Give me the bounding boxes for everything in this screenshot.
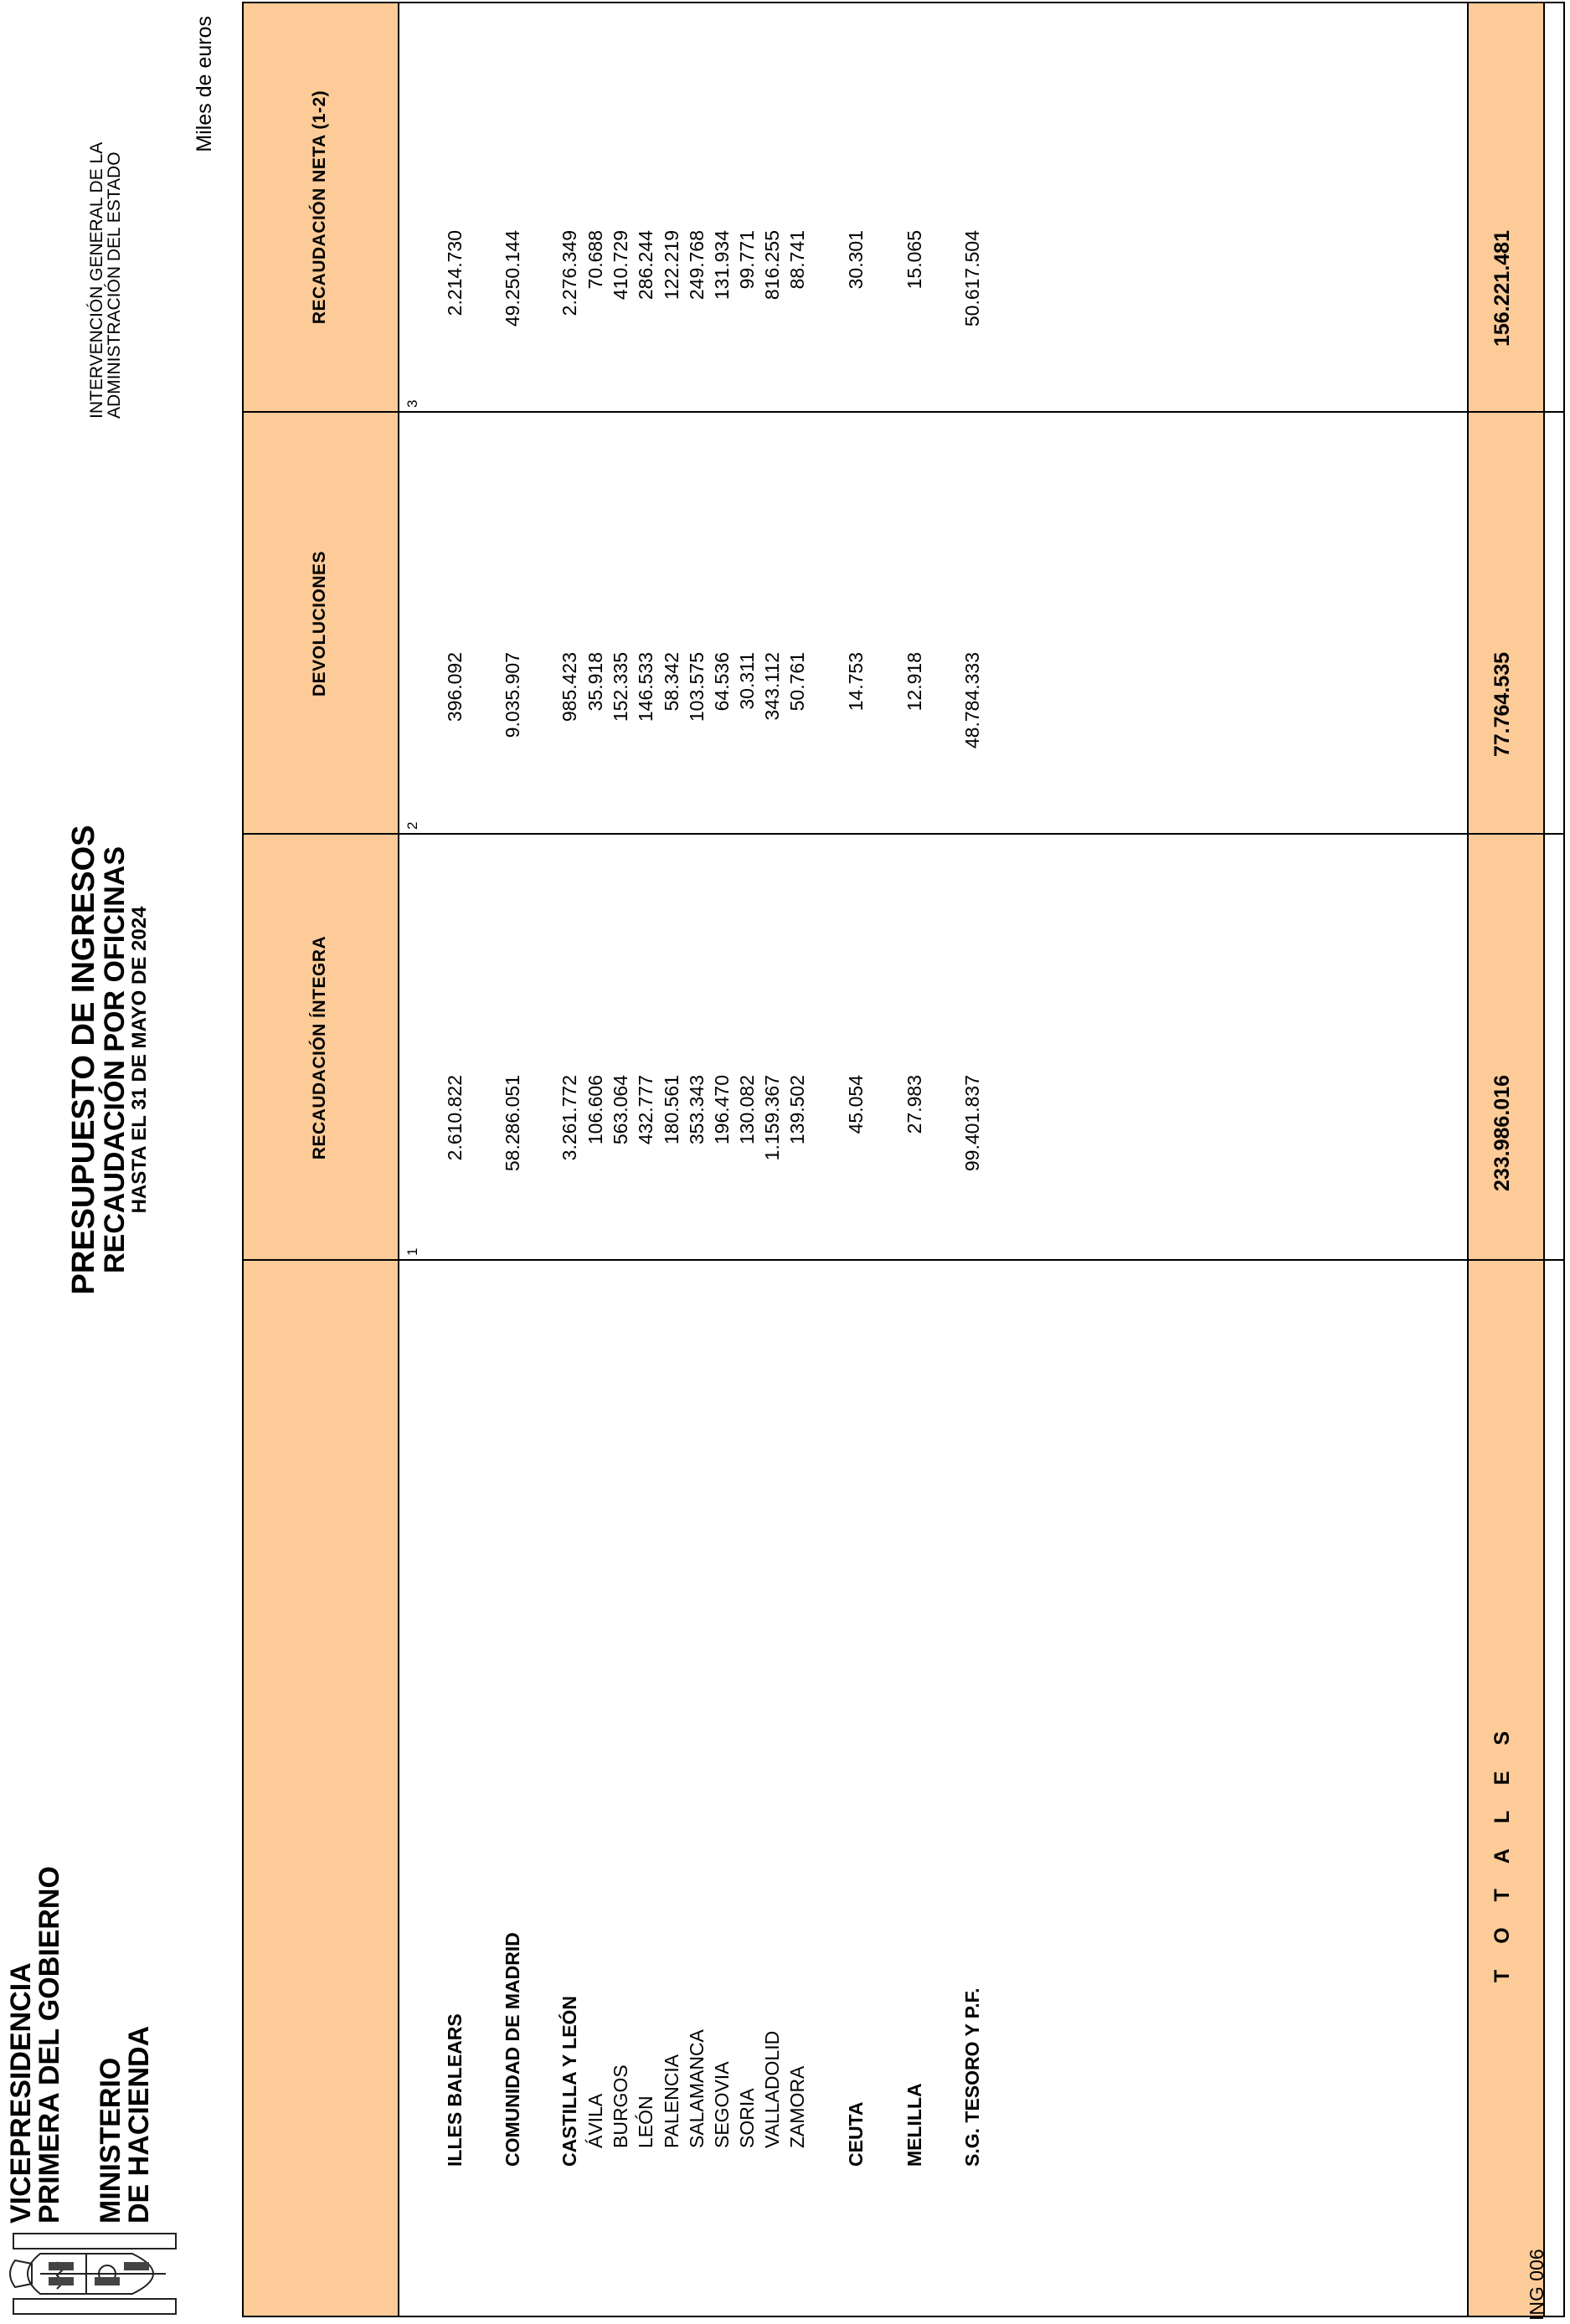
table-cell-gross: 2.610.822 — [444, 1075, 466, 1161]
col-header-refunds: DEVOLUCIONES — [310, 550, 329, 697]
igae-header — [88, 142, 123, 419]
table-row-label: S.G. TESORO Y P.F. — [961, 1987, 983, 2167]
table-row-label: ZAMORA — [786, 2065, 808, 2148]
table-cell-refunds: 152.335 — [610, 652, 631, 722]
totals-gross: 233.986.016 — [1490, 1075, 1514, 1192]
table-cell-net: 410.729 — [610, 230, 631, 301]
col-number-3: 3 — [404, 399, 420, 408]
report-title — [67, 742, 151, 1378]
ministry-line-1: MINISTERIO — [95, 2057, 126, 2224]
org-line-2: PRIMERA DEL GOBIERNO — [33, 1866, 65, 2224]
table-cell-refunds: 9.035.907 — [502, 652, 523, 738]
table-cell-net: 816.255 — [761, 230, 783, 301]
table-row-label: COMUNIDAD DE MADRID — [502, 1932, 523, 2167]
table-cell-gross: 1.159.367 — [761, 1075, 783, 1161]
col-header-net: RECAUDACIÓN NETA (1-2) — [310, 90, 329, 325]
table-cell-gross: 180.561 — [661, 1075, 682, 1145]
table-cell-gross: 3.261.772 — [559, 1075, 580, 1161]
table-cell-refunds: 35.918 — [584, 652, 606, 712]
form-code: ING 006 — [1526, 2249, 1547, 2321]
totals-refunds: 77.764.535 — [1490, 652, 1514, 758]
revenue-table — [242, 2, 1565, 2317]
table-cell-refunds: 146.533 — [635, 652, 656, 722]
table-cell-refunds: 50.761 — [786, 652, 808, 712]
table-cell-net: 249.768 — [686, 230, 708, 301]
table-row-label: PALENCIA — [661, 2054, 682, 2148]
table-row-label: SORIA — [736, 2088, 758, 2148]
title-line-2: RECAUDACIÓN POR OFICINAS — [99, 846, 131, 1274]
igae-line-1: INTERVENCIÓN GENERAL DE LA — [87, 141, 106, 419]
table-cell-net: 99.771 — [736, 230, 758, 290]
table-row-label: SALAMANCA — [686, 2029, 708, 2148]
table-cell-refunds: 14.753 — [845, 652, 867, 712]
table-row-label: VALLADOLID — [761, 2030, 783, 2148]
col-header-gross: RECAUDACIÓN ÍNTEGRA — [310, 935, 329, 1160]
table-cell-net: 131.934 — [711, 230, 733, 301]
table-cell-refunds: 396.092 — [444, 652, 466, 722]
units-label: Miles de euros — [193, 16, 216, 152]
table-row-label: MELILLA — [903, 2083, 925, 2167]
table-cell-net: 49.250.144 — [502, 230, 523, 327]
table-cell-gross: 563.064 — [610, 1075, 631, 1145]
table-cell-net: 88.741 — [786, 230, 808, 290]
org-line-1: VICEPRESIDENCIA — [5, 1962, 37, 2224]
title-line-3: HASTA EL 31 DE MAYO DE 2024 — [128, 906, 151, 1214]
table-row-label: SEGOVIA — [711, 2061, 733, 2148]
table-cell-gross: 130.082 — [736, 1075, 758, 1145]
col-number-1: 1 — [404, 1247, 420, 1256]
table-cell-gross: 196.470 — [711, 1075, 733, 1145]
table-cell-net: 2.214.730 — [444, 230, 466, 316]
table-cell-refunds: 985.423 — [559, 652, 580, 722]
title-line-1: PRESUPUESTO DE INGRESOS — [66, 825, 101, 1295]
table-row-label: CEUTA — [845, 2101, 867, 2167]
ministry-header — [96, 2026, 153, 2224]
government-header — [7, 1866, 64, 2224]
coat-of-arms-icon — [7, 2229, 183, 2319]
igae-line-2: ADMINISTRACIÓN DEL ESTADO — [105, 152, 124, 419]
table-cell-gross: 353.343 — [686, 1075, 708, 1145]
table-cell-refunds: 64.536 — [711, 652, 733, 712]
table-cell-gross: 58.286.051 — [502, 1075, 523, 1172]
table-cell-net: 286.244 — [635, 230, 656, 301]
table-cell-refunds: 103.575 — [686, 652, 708, 722]
table-cell-gross: 27.983 — [903, 1075, 925, 1134]
table-cell-refunds: 58.342 — [661, 652, 682, 712]
table-cell-net: 50.617.504 — [961, 230, 983, 327]
table-cell-net: 2.276.349 — [559, 230, 580, 316]
table-row-label: LEÓN — [635, 2095, 656, 2148]
table-row-label: BURGOS — [610, 2064, 631, 2148]
table-cell-net: 15.065 — [903, 230, 925, 290]
table-cell-refunds: 12.918 — [903, 652, 925, 712]
totals-net: 156.221.481 — [1490, 230, 1514, 347]
table-row-label: CASTILLA Y LEÓN — [559, 1995, 580, 2167]
table-cell-refunds: 30.311 — [736, 652, 758, 710]
table-row-label: ÁVILA — [584, 2093, 606, 2148]
table-cell-net: 122.219 — [661, 230, 682, 301]
table-cell-gross: 99.401.837 — [961, 1075, 983, 1172]
table-cell-net: 70.688 — [584, 230, 606, 290]
table-cell-gross: 45.054 — [845, 1075, 867, 1134]
table-cell-net: 30.301 — [845, 230, 867, 290]
ministry-line-2: DE HACIENDA — [123, 2025, 155, 2224]
table-row-label: ILLES BALEARS — [444, 2013, 466, 2167]
table-cell-refunds: 343.112 — [761, 652, 783, 721]
table-cell-gross: 139.502 — [786, 1075, 808, 1145]
table-cell-gross: 106.606 — [584, 1075, 606, 1145]
table-cell-gross: 432.777 — [635, 1075, 656, 1145]
table-cell-refunds: 48.784.333 — [961, 652, 983, 749]
col-number-2: 2 — [404, 821, 420, 830]
totals-label: T O T A L E S — [1490, 1720, 1514, 1982]
